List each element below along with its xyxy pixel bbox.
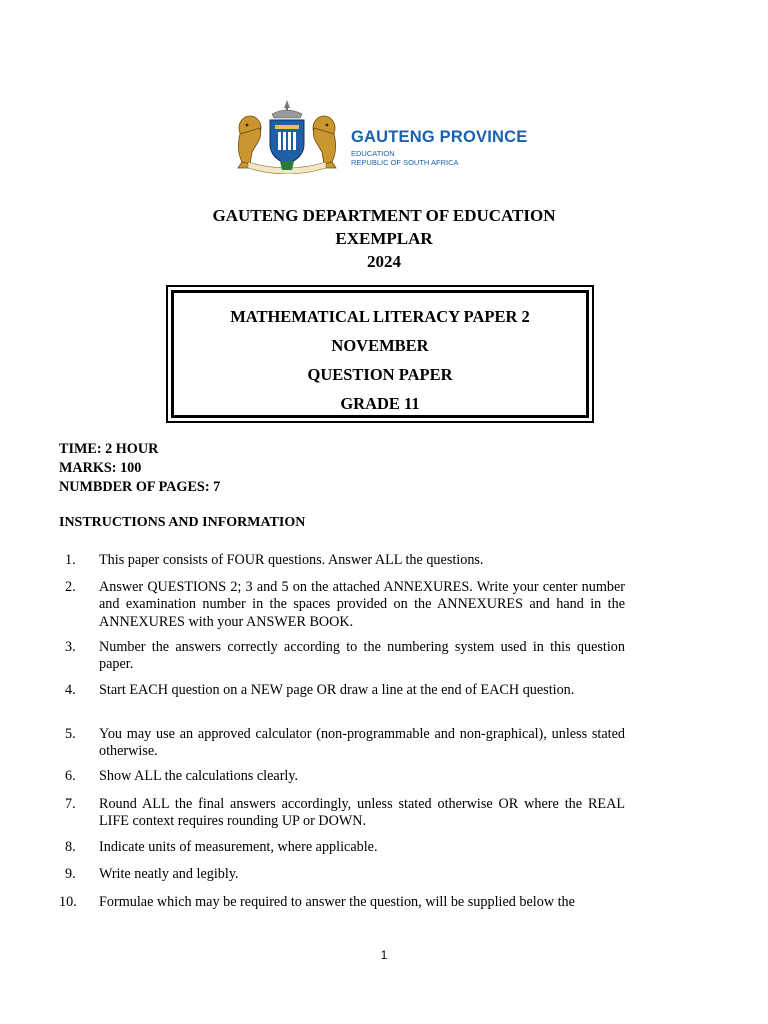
instruction-item xyxy=(59,579,625,631)
instruction-text: Round ALL the final answers accordingly, unless stated otherwise OR where the REAL LIFE context requires rounding UP or DOWN. xyxy=(99,796,625,830)
instruction-item xyxy=(59,894,625,911)
instructions-heading: INSTRUCTIONS AND INFORMATION xyxy=(59,515,306,530)
instruction-text: This paper consists of FOUR questions. Answer ALL the questions. xyxy=(99,552,484,568)
instruction-text: Write neatly and legibly. xyxy=(99,866,239,882)
department-heading: GAUTENG DEPARTMENT OF EDUCATION xyxy=(212,206,556,225)
instruction-number: 3. xyxy=(65,639,76,655)
instruction-text: You may use an approved calculator (non-programmable and non-graphical), unless stated otherwise. xyxy=(99,726,625,760)
coat-of-arms-icon xyxy=(228,98,348,174)
instruction-number: 1. xyxy=(65,552,76,568)
instruction-item xyxy=(59,682,625,699)
instruction-text: Formulae which may be required to answer the question, will be supplied below the xyxy=(99,894,575,910)
instruction-item xyxy=(59,866,625,883)
subject-title: MATHEMATICAL LITERACY PAPER 2 xyxy=(230,307,530,326)
year-heading: 2024 xyxy=(367,252,401,271)
instruction-number: 7. xyxy=(65,796,76,812)
instruction-number: 5. xyxy=(65,726,76,742)
instruction-text: Answer QUESTIONS 2; 3 and 5 on the attached ANNEXURES. Write your center number and examination number in the spaces provided on the ANNEXURES and hand in the ANNEXURES with your ANSWER BOOK. xyxy=(99,579,625,630)
time-info: TIME: 2 HOUR xyxy=(59,441,159,457)
page-number: 1 xyxy=(380,948,388,962)
exemplar-heading: EXEMPLAR xyxy=(335,229,433,248)
marks-info: MARKS: 100 xyxy=(59,460,142,476)
logo-title: GAUTENG PROVINCE xyxy=(351,128,528,146)
instruction-number: 9. xyxy=(65,866,76,882)
instruction-item xyxy=(59,796,625,831)
instruction-item xyxy=(59,552,625,569)
logo-subtitle-country: REPUBLIC OF SOUTH AFRICA xyxy=(351,158,459,167)
gauteng-logo xyxy=(228,98,538,174)
instruction-number: 2. xyxy=(65,579,76,595)
instruction-number: 10. xyxy=(59,894,77,910)
pages-info: NUMBDER OF PAGES: 7 xyxy=(59,479,221,495)
grade-label: GRADE 11 xyxy=(340,394,420,413)
paper-title-box xyxy=(166,285,594,423)
instruction-item xyxy=(59,726,625,761)
paper-type: QUESTION PAPER xyxy=(307,365,453,384)
instruction-text: Start EACH question on a NEW page OR draw a line at the end of EACH question. xyxy=(99,682,575,698)
instruction-item xyxy=(59,768,625,785)
instruction-number: 6. xyxy=(65,768,76,784)
exam-month: NOVEMBER xyxy=(331,336,429,355)
instruction-number: 8. xyxy=(65,839,76,855)
instruction-text: Number the answers correctly according to the numbering system used in this question paper. xyxy=(99,639,625,673)
instruction-item xyxy=(59,639,625,674)
logo-subtitle-education: EDUCATION xyxy=(351,149,395,158)
instruction-text: Show ALL the calculations clearly. xyxy=(99,768,299,784)
instruction-text: Indicate units of measurement, where applicable. xyxy=(99,839,378,855)
instruction-number: 4. xyxy=(65,682,76,698)
instruction-item xyxy=(59,839,625,856)
